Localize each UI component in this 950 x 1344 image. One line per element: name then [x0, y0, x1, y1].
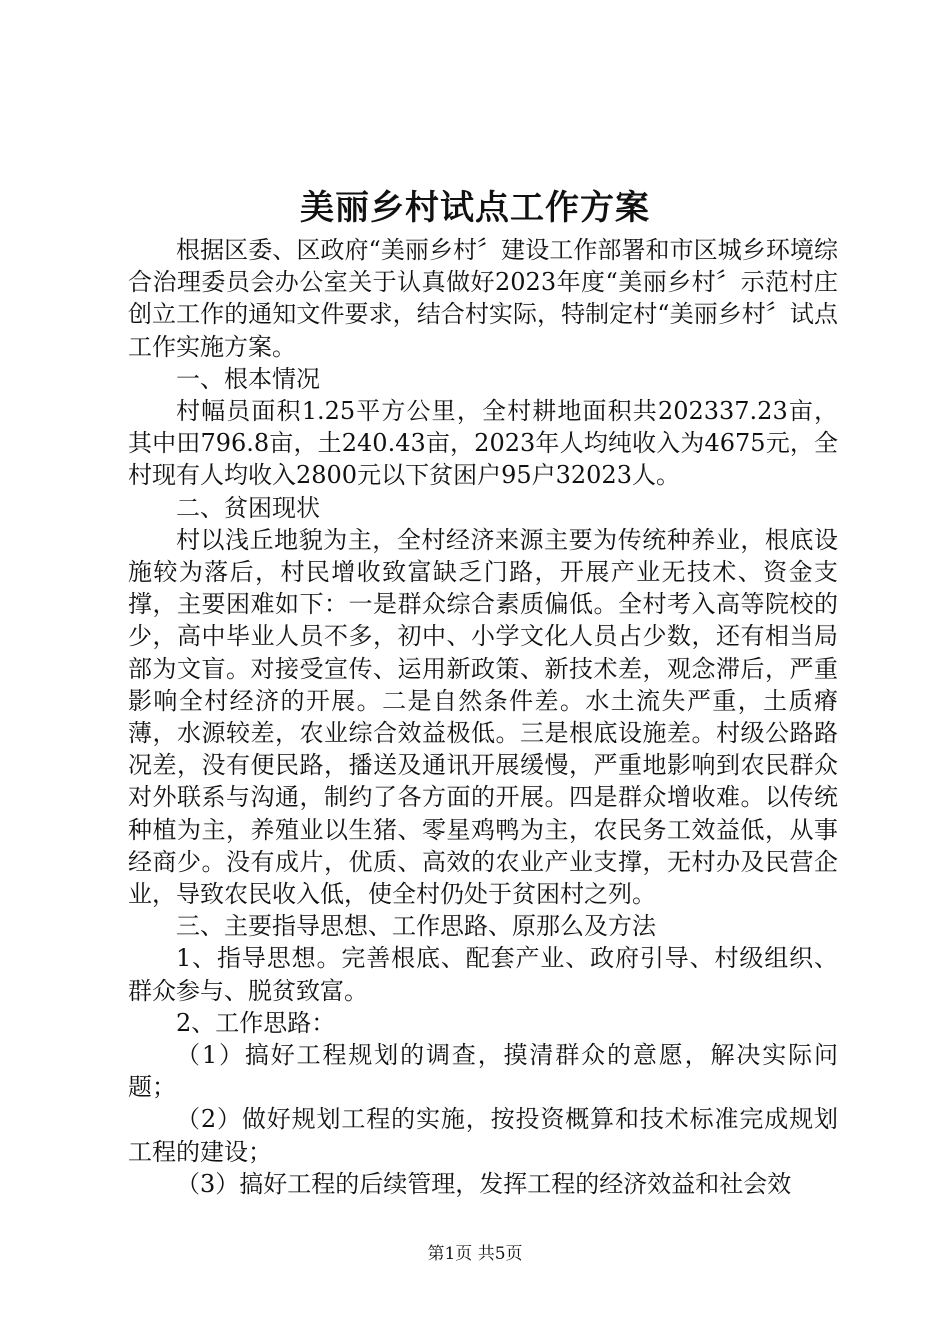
guiding-thought-paragraph: 1、指导思想。完善根底、配套产业、政府引导、村级组织、群众参与、脱贫致富。 [128, 944, 838, 1005]
section-heading-guiding-principles: 三、主要指导思想、工作思路、原那么及方法 [176, 912, 656, 941]
page-number-footer: 第1页 共5页 [427, 1244, 523, 1264]
section-heading-poverty-status: 二、贫困现状 [176, 493, 320, 522]
document-body [128, 234, 838, 1200]
section-heading-basic-situation: 一、根本情况 [176, 364, 320, 393]
work-approach-item-2: （2）做好规划工程的实施，按投资概算和技术标准完成规划工程的建设； [128, 1105, 838, 1166]
work-approach-item-3: （3）搞好工程的后续管理，发挥工程的经济效益和社会效 [176, 1169, 792, 1198]
poverty-status-paragraph: 村以浅丘地貌为主，全村经济来源主要为传统种养业，根底设施较为落后，村民增收致富缺乏门路，开展产业无技术、资金支撑，主要困难如下：一是群众综合素质偏低。全村考入高等院校的少，高中毕业人员不多，初中、小学文化人员占少数，还有相当局部为文盲。对接受宣传、运用新政策、新技术差，观念滞后，严重影响全村经济的开展。二是自然条件差。水土流失严重，土质瘠薄，水源较差，农业综合效益极低。三是根底设施差。村级公路路况差，没有便民路，播送及通讯开展缓慢，严重地影响到农民群众对外联系与沟通，制约了各方面的开展。四是群众增收难。以传统种植为主，养殖业以生猪、零星鸡鸭为主，农民务工效益低，从事经商少。没有成片，优质、高效的农业产业支撑，无村办及民营企业，导致农民收入低，使全村仍处于贫困村之列。 [128, 525, 838, 909]
basic-situation-paragraph: 村幅员面积1.25平方公里，全村耕地面积共202337.23亩，其中田796.8亩，土240.43亩，2023年人均纯收入为4675元，全村现有人均收入2800元以下贫困户95户32023人。 [128, 397, 838, 490]
document-title: 美丽乡村试点工作方案 [300, 188, 650, 228]
work-approach-item-1: （1）搞好工程规划的调查，摸清群众的意愿，解决实际问题； [128, 1041, 838, 1102]
work-approach-heading: 2、工作思路： [176, 1008, 336, 1037]
intro-paragraph: 根据区委、区政府“美丽乡村〞建设工作部署和市区城乡环境综合治理委员会办公室关于认真做好2023年度“美丽乡村〞示范村庄创立工作的通知文件要求，结合村实际，特制定村“美丽乡村〞试点工作实施方案。 [128, 236, 838, 361]
